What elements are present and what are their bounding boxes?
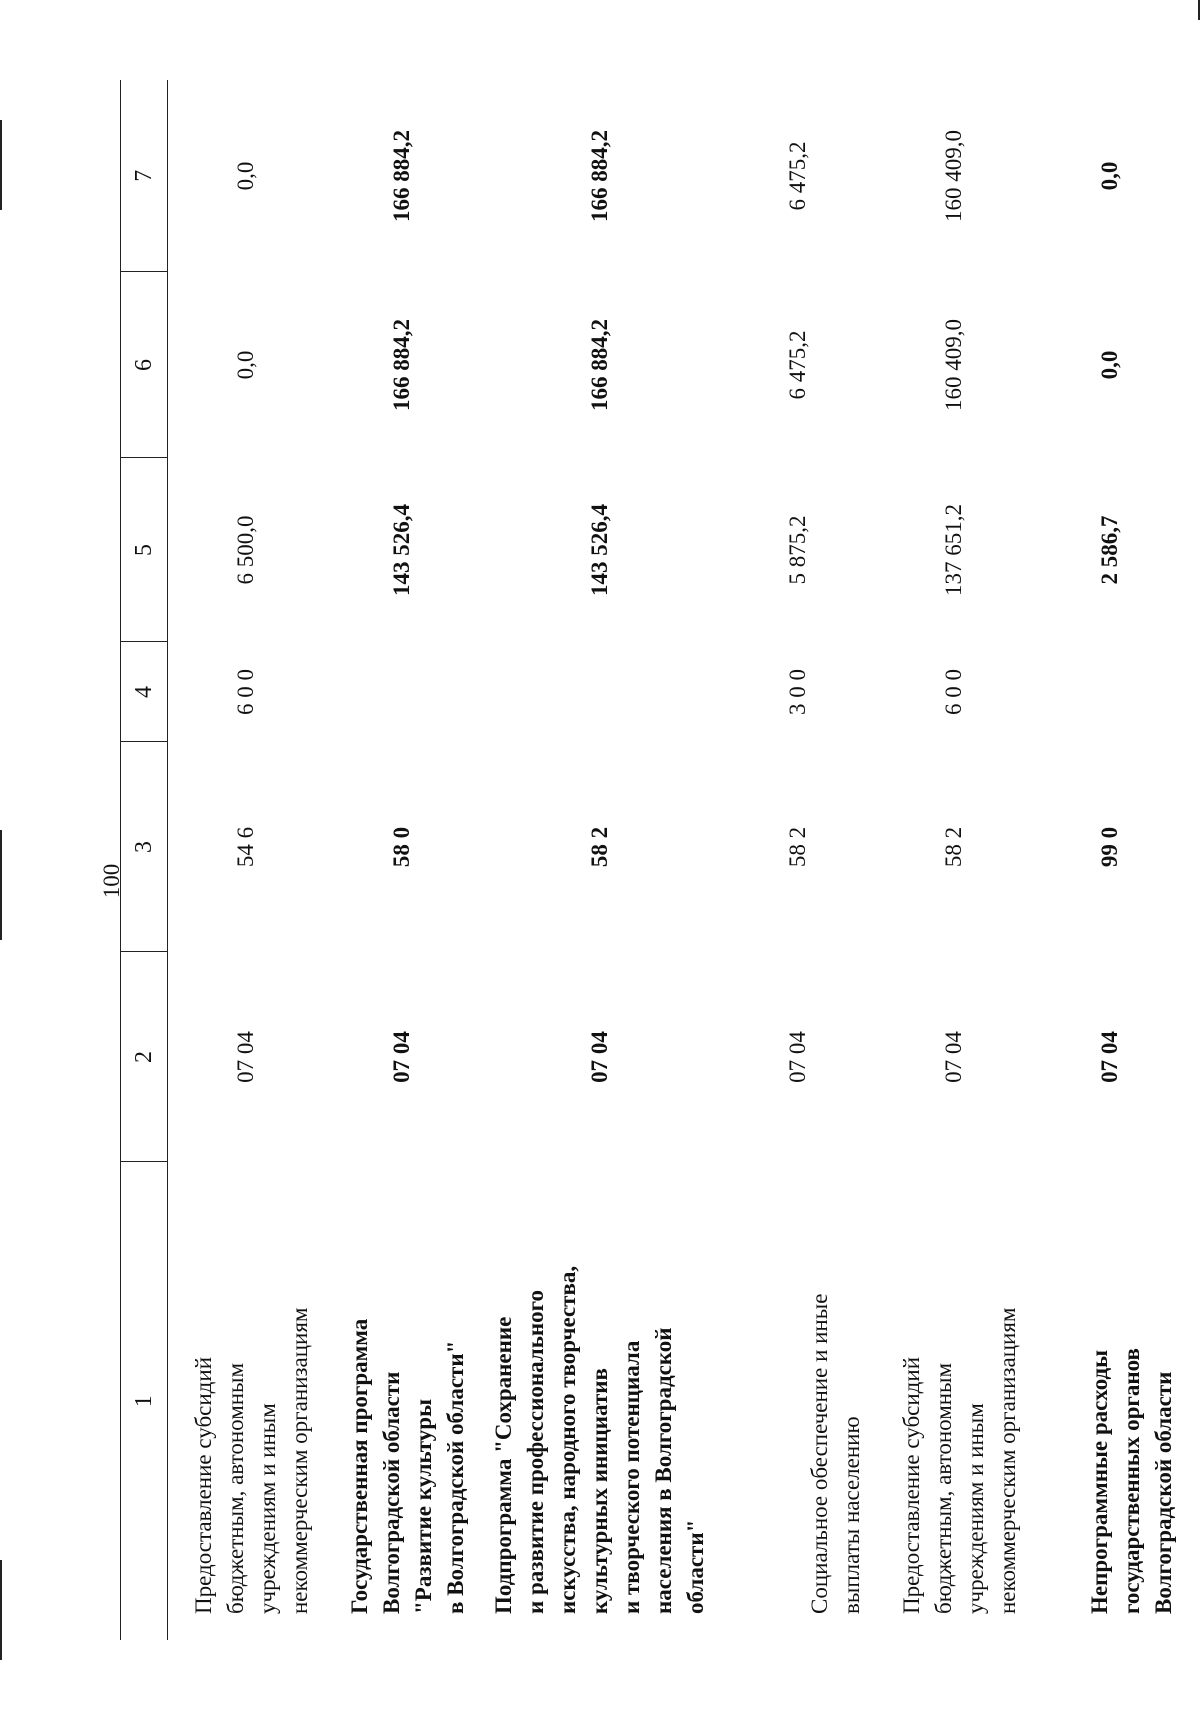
row-name-line: культурных инициатив (587, 1368, 612, 1614)
section-code-cell: 07 04 (785, 1031, 810, 1083)
amount-col5-cell: 5 875,2 (785, 515, 810, 585)
section-code-cell: 07 04 (941, 1031, 966, 1083)
amount-col6-cell: 6 475,2 (785, 330, 810, 400)
program-code-cell: 54 6 (233, 826, 258, 868)
row-name-line: Государственная программа (347, 1318, 372, 1614)
row-name-line: области" (683, 1519, 708, 1614)
page-number: 100 (99, 863, 124, 899)
amount-col7-cell: 6 475,2 (785, 141, 810, 211)
row-name-line: государственных органов (1119, 1348, 1144, 1614)
row-name-line: выплаты населению (839, 1416, 864, 1614)
expense-type-cell (480, 642, 720, 742)
row-name-line: бюджетным, автономным (223, 1362, 248, 1614)
program-code-cell: 58 2 (587, 826, 612, 868)
amount-col5-cell: 2 586,7 (1097, 515, 1122, 585)
budget-table-rotated (120, 40, 1176, 1640)
amount-col6-cell: 166 884,2 (389, 319, 414, 411)
row-name-line: искусства, народного творчества, (555, 1265, 580, 1614)
table-row (1032, 80, 1188, 1640)
row-name-line: Волгоградской области (379, 1371, 404, 1614)
row-name-line: Подпрограмма "Сохранение (491, 1316, 516, 1614)
expense-type-cell (1032, 642, 1188, 742)
row-name-line: Непрограммные расходы (1087, 1349, 1112, 1614)
expense-type-cell: 6 0 0 (233, 669, 258, 715)
amount-col7-cell: 0,0 (1097, 161, 1122, 191)
row-name-line: в Волгоградской области" (443, 1340, 468, 1614)
row-name-line: "Развитие культуры (411, 1398, 436, 1614)
column-number-row (121, 80, 168, 1640)
amount-col7-cell: 160 409,0 (941, 130, 966, 222)
table-row (480, 80, 720, 1640)
section-code-cell: 07 04 (587, 1031, 612, 1083)
budget-table (120, 80, 1188, 1640)
scan-edge-mark-top (0, 120, 2, 210)
row-name-cell (168, 1162, 325, 1640)
column-header-7: 7 (121, 80, 168, 272)
row-name-line: и творческого потенциала (619, 1340, 644, 1614)
row-name-line: населения в Волгоградской (651, 1327, 676, 1614)
section-code-cell: 07 04 (233, 1031, 258, 1083)
amount-col7-cell: 166 884,2 (389, 130, 414, 222)
row-name-cell (876, 1162, 1032, 1640)
expense-type-cell: 6 0 0 (941, 669, 966, 715)
column-header-1: 1 (121, 1162, 168, 1640)
expense-type-cell: 3 0 0 (785, 669, 810, 715)
row-name-line: и развитие профессионального (523, 1290, 548, 1614)
program-code-cell: 58 0 (389, 826, 414, 868)
amount-col6-cell: 160 409,0 (941, 319, 966, 411)
table-row (876, 80, 1032, 1640)
column-header-2: 2 (121, 952, 168, 1162)
column-header-6: 6 (121, 272, 168, 458)
table-body (168, 80, 1189, 1640)
amount-col7-cell: 166 884,2 (587, 130, 612, 222)
row-name-cell (1032, 1162, 1188, 1640)
table-row (168, 80, 325, 1640)
scan-edge-mark-mid (0, 830, 2, 940)
amount-col5-cell: 137 651,2 (941, 504, 966, 596)
row-name-cell (720, 1162, 876, 1640)
row-name-cell (324, 1162, 480, 1640)
expense-type-cell (324, 642, 480, 742)
row-name-line: Предоставление субсидий (899, 1357, 924, 1614)
amount-col5-cell: 6 500,0 (233, 515, 258, 585)
row-name-line: Волгоградской области (1151, 1371, 1176, 1614)
amount-col6-cell: 166 884,2 (587, 319, 612, 411)
row-name-line: бюджетным, автономным (931, 1362, 956, 1614)
row-name-line: Социальное обеспечение и иные (807, 1293, 832, 1614)
row-name-line: некоммерческим организациям (995, 1307, 1020, 1614)
amount-col5-cell: 143 526,4 (587, 504, 612, 596)
amount-col6-cell: 0,0 (233, 350, 258, 380)
row-name-line: некоммерческим организациям (287, 1307, 312, 1614)
table-row (324, 80, 480, 1640)
row-name-line: учреждениям и иным (963, 1403, 988, 1614)
program-code-cell: 58 2 (941, 826, 966, 868)
row-name-cell (480, 1162, 720, 1640)
column-header-4: 4 (121, 642, 168, 742)
scan-edge-mark-bottom (0, 1560, 2, 1660)
amount-col5-cell: 143 526,4 (389, 504, 414, 596)
amount-col7-cell: 0,0 (233, 161, 258, 191)
table-row (720, 80, 876, 1640)
row-name-line: учреждениям и иным (255, 1403, 280, 1614)
section-code-cell: 07 04 (1097, 1031, 1122, 1083)
amount-col6-cell: 0,0 (1097, 350, 1122, 380)
program-code-cell: 99 0 (1097, 826, 1122, 868)
section-code-cell: 07 04 (389, 1031, 414, 1083)
column-header-5: 5 (121, 458, 168, 642)
row-name-line: Предоставление субсидий (191, 1357, 216, 1614)
column-header-3: 3 (121, 742, 168, 952)
program-code-cell: 58 2 (785, 826, 810, 868)
